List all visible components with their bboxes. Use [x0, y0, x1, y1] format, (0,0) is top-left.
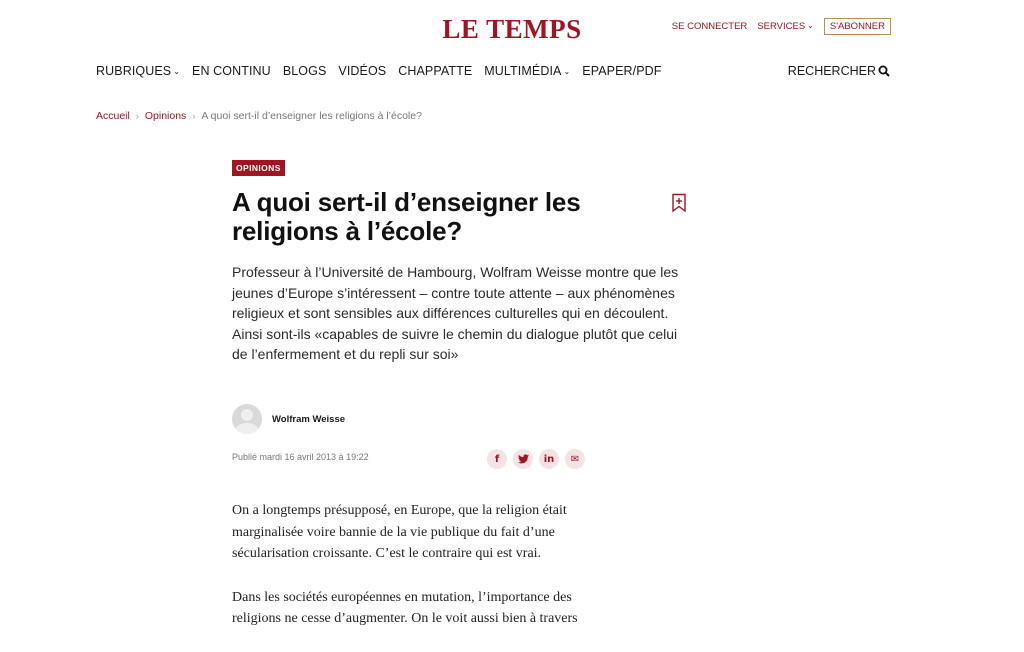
article-title: A quoi sert-il d’enseigner les religions à l’école?: [232, 187, 581, 246]
nav-item-blogs[interactable]: BLOGS: [282, 64, 327, 78]
site-logo[interactable]: LE TEMPS: [442, 14, 582, 44]
twitter-icon[interactable]: [513, 449, 533, 469]
category-badge[interactable]: OPINIONS: [232, 160, 285, 176]
breadcrumb-separator: ›: [135, 111, 139, 121]
breadcrumb-current: A quoi sert-il d’enseigner les religions à l’école?: [201, 110, 422, 122]
search-icon: [878, 65, 890, 77]
nav-label: MULTIMÉDIA: [484, 64, 562, 78]
breadcrumb: [96, 110, 422, 122]
nav-item-epaper[interactable]: EPAPER/PDF: [582, 64, 662, 78]
subscribe-button[interactable]: S'ABONNER: [824, 18, 891, 35]
nav-item-chappatte[interactable]: CHAPPATTE: [398, 64, 473, 78]
article-paragraph: On a longtemps présupposé, en Europe, que la religion était marginalisée voire bannie de la vie publique du fait d’une sécularisation croissante. C’est le contraire qui est vrai.: [232, 503, 567, 561]
twitter-bird-glyph: [518, 454, 529, 464]
nav-item-videos[interactable]: VIDÉOS: [338, 64, 387, 78]
breadcrumb-home[interactable]: Accueil: [96, 110, 130, 122]
author-name[interactable]: Wolfram Weisse: [272, 413, 346, 425]
linkedin-icon[interactable]: in: [539, 449, 559, 469]
publish-date: Publié mardi 16 avril 2013 à 19:22: [232, 452, 369, 462]
article-body: [232, 500, 612, 652]
nav-item-multimedia[interactable]: [484, 64, 570, 78]
header-actions: [672, 18, 891, 35]
main-nav: [96, 64, 662, 78]
article-paragraph: Dans les sociétés européennes en mutation, l’importance des religions ne cesse d’augmenter. On le voit aussi bien à travers: [232, 589, 578, 626]
nav-label: RUBRIQUES: [96, 64, 172, 78]
search-button[interactable]: [788, 64, 890, 78]
avatar[interactable]: [232, 404, 262, 434]
login-link[interactable]: SE CONNECTER: [671, 21, 748, 32]
nav-item-rubriques[interactable]: [96, 64, 180, 78]
author-block: [232, 404, 345, 434]
bookmark-add-icon[interactable]: [671, 193, 687, 213]
chevron-down-icon: ⌄: [807, 21, 814, 30]
breadcrumb-section[interactable]: Opinions: [144, 110, 187, 122]
services-label: SERVICES: [757, 21, 806, 32]
chevron-down-icon: ⌄: [563, 67, 571, 76]
nav-item-en-continu[interactable]: EN CONTINU: [192, 64, 271, 78]
article-lede: Professeur à l’Université de Hambourg, Wolfram Weisse montre que les jeunes d’Europe s’intéressent – contre toute attente – aux phénomènes religieux et sont sensibles aux différences culturelles qui en découlent. Ainsi sont-ils «capables de suivre le chemin du dialogue plutôt que celui de l’enfermement et du repli sur soi»: [232, 264, 679, 362]
share-buttons: [487, 449, 585, 469]
facebook-icon[interactable]: f: [487, 449, 507, 469]
breadcrumb-separator: ›: [192, 111, 196, 121]
email-icon[interactable]: ✉: [565, 449, 585, 469]
services-menu[interactable]: [757, 21, 814, 32]
chevron-down-icon: ⌄: [173, 67, 181, 76]
search-label: RECHERCHER: [787, 64, 876, 78]
